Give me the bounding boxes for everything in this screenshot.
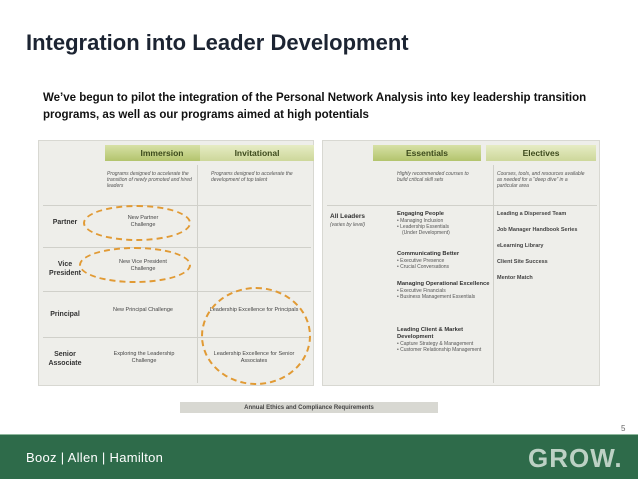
program-new-principal: New Principal Challenge	[113, 307, 173, 313]
essentials-description: Highly recommended courses to build critical skill sets	[397, 171, 469, 184]
essentials-group	[397, 211, 495, 237]
essentials-group	[397, 251, 495, 270]
program-exploring-leadership: Exploring the Leadership Challenge	[113, 351, 175, 364]
slide-title: Integration into Leader Development	[26, 30, 409, 55]
essentials-group	[397, 281, 495, 300]
row-label-vice-president: Vice President	[49, 261, 81, 277]
program-new-vp: New Vice President Challenge	[119, 259, 167, 272]
intro-text: We’ve begun to pilot the integration of the Personal Network Analysis into key leadership transition programs, as well as our programs aimed at high potentials	[43, 92, 587, 121]
essential-item: • Executive Presence	[397, 258, 445, 264]
development-offerings-panel	[322, 140, 600, 386]
row-divider	[327, 205, 597, 206]
program-le-senior-associates: Leadership Excellence for Senior Associates	[213, 351, 295, 364]
elective-item: Job Manager Handbook Series	[497, 227, 578, 233]
row-label-principal: Principal	[50, 311, 80, 318]
invitational-description: Programs designed to accelerate the development of top talent	[211, 171, 293, 184]
essential-item: • Leadership Essentials	[397, 224, 450, 231]
essential-heading: Engaging People	[397, 211, 445, 217]
highlight-oval	[201, 287, 311, 385]
elective-item: Mentor Match	[497, 275, 533, 281]
all-leaders-sublabel: (varies by level)	[330, 222, 366, 228]
page-number: 5	[621, 424, 626, 433]
essential-item: • Crucial Conversations	[397, 264, 450, 271]
electives-header: Electives	[486, 145, 596, 161]
essential-heading: Managing Operational Excellence	[397, 281, 490, 287]
essential-heading: Leading Client & Market Development	[397, 327, 464, 340]
essential-item: • Executive Financials	[397, 288, 446, 294]
essential-heading: Communicating Better	[397, 251, 460, 257]
electives-description: Courses, tools, and resources available as needed for a “deep dive” in a particular area	[497, 171, 585, 190]
column-divider	[197, 165, 198, 383]
all-leaders-label: All Leaders	[330, 213, 366, 220]
essential-item: • Customer Relationship Management	[397, 347, 482, 354]
row-label-partner: Partner	[52, 219, 78, 226]
leadership-matrix-panel	[38, 140, 314, 386]
program-new-partner: New Partner Challenge	[127, 215, 159, 228]
row-divider	[43, 247, 311, 248]
row-label-senior-associate: Senior Associate	[48, 351, 82, 367]
elective-item: eLearning Library	[497, 243, 544, 249]
highlight-oval	[83, 205, 191, 241]
invitational-header: Invitational	[200, 145, 314, 161]
company-logo: Booz | Allen | Hamilton	[26, 450, 164, 465]
elective-item: Client Site Success	[497, 259, 548, 265]
essential-item: • Business Management Essentials	[397, 294, 476, 301]
compliance-bar: Annual Ethics and Compliance Requirements	[180, 402, 438, 413]
elective-item: Leading a Dispersed Team	[497, 211, 567, 217]
immersion-description: Programs designed to accelerate the transition of newly promoted and hired leaders	[107, 171, 192, 190]
highlight-oval	[79, 247, 191, 283]
essential-item: • Managing Inclusion	[397, 218, 444, 224]
program-le-principals: Leadership Excellence for Principals	[209, 307, 299, 313]
grow-tagline: GROW.	[528, 443, 623, 473]
essentials-group	[397, 327, 495, 353]
essentials-header: Essentials	[373, 145, 481, 161]
essential-item: (Under Development)	[402, 230, 450, 237]
row-divider	[43, 205, 311, 206]
essential-item: • Capture Strategy & Management	[397, 341, 474, 347]
immersion-header: Immersion	[105, 145, 219, 161]
